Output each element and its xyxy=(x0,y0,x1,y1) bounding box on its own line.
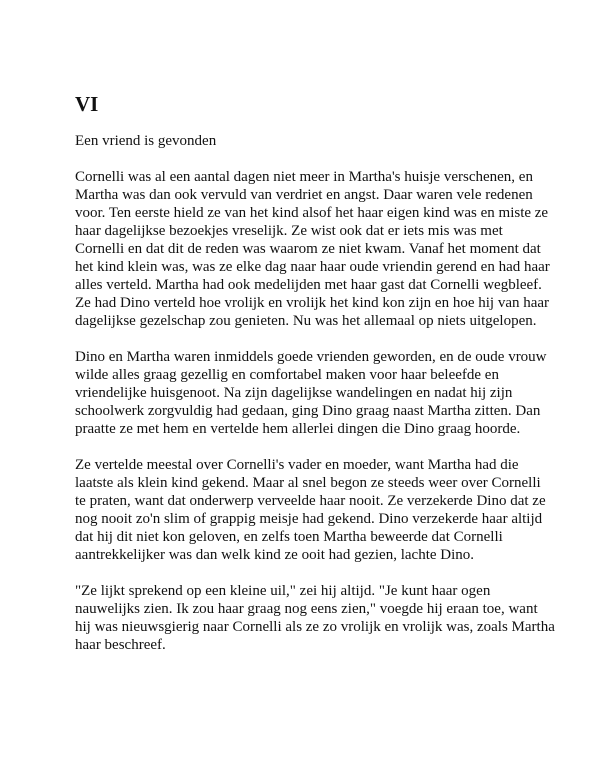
paragraph-1: Cornelli was al een aantal dagen niet meer in Martha's huisje verschenen, en Martha was dan ook vervuld van verdriet en angst. Daar waren vele redenen voor. Ten eerste hield ze van het kind alsof het haar eigen kind was en miste ze haar dagelijkse bezoekjes vreselijk. Ze wist ook dat er iets mis was met Cornelli en dat dit de reden was waarom ze niet kwam. Vanaf het moment dat het kind klein was, was ze elke dag naar haar oude vriendin gerend en had haar alles verteld. Martha had ook medelijden met haar gast dat Cornelli wegbleef. Ze had Dino verteld hoe vrolijk en vrolijk het kind kon zijn en hoe hij van haar dagelijkse gezelschap zou genieten. Nu was het allemaal op niets uitgelopen. xyxy=(75,169,550,329)
chapter-title: Een vriend is gevonden xyxy=(75,133,217,149)
book-page xyxy=(75,92,555,672)
paragraph-2: Dino en Martha waren inmiddels goede vrienden geworden, en de oude vrouw wilde alles graag gezellig en comfortabel maken voor haar beleefde en vriendelijke huisgenoot. Na zijn dagelijkse wandelingen en nadat hij zijn schoolwerk zorgvuldig had gedaan, ging Dino graag naast Martha zitten. Dan praatte ze met hem en vertelde hem allerlei dingen die Dino graag hoorde. xyxy=(75,349,547,437)
chapter-number: VI xyxy=(75,92,99,116)
paragraph-3: Ze vertelde meestal over Cornelli's vader en moeder, want Martha had die laatste als klein kind gekend. Maar al snel begon ze steeds weer over Cornelli te praten, want dat onderwerp verveelde haar nooit. Ze verzekerde Dino dat ze nog nooit zo'n slim of grappig meisje had gekend. Dino verzekerde haar altijd dat hij dit niet kon geloven, en zelfs toen Martha beweerde dat Cornelli aantrekkelijker was dan welk kind ze ooit had gezien, lachte Dino. xyxy=(75,457,546,563)
paragraph-4: "Ze lijkt sprekend op een kleine uil," zei hij altijd. "Je kunt haar ogen nauwelijks zien. Ik zou haar graag nog eens zien," voegde hij eraan toe, want hij was nieuwsgierig naar Cornelli als ze zo vrolijk en vrolijk was, zoals Martha haar beschreef. xyxy=(75,583,555,653)
